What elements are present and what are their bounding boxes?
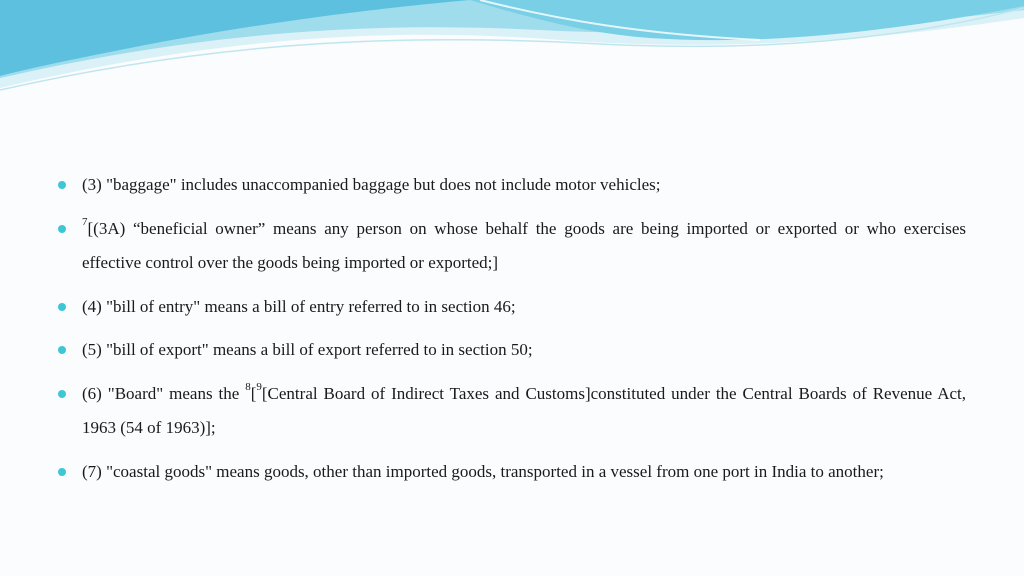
item-text: (3) "baggage" includes unaccompanied baggage but does not include motor vehicles;: [82, 175, 661, 194]
bullet-icon: [58, 346, 66, 354]
item-text: (5) "bill of export" means a bill of export referred to in section 50;: [82, 340, 533, 359]
bullet-icon: [58, 468, 66, 476]
bullet-icon: [58, 225, 66, 233]
bullet-icon: [58, 181, 66, 189]
definitions-list: [58, 168, 966, 489]
footnote-marker: 9: [256, 380, 262, 393]
footnote-marker: 8: [245, 380, 251, 393]
item-text-bracket: [: [250, 383, 257, 403]
list-item: [58, 168, 966, 203]
bullet-icon: [58, 303, 66, 311]
footnote-marker: 7: [82, 215, 88, 228]
bullet-icon: [58, 390, 66, 398]
item-text-prefix: (6) "Board" means the: [82, 383, 246, 403]
content-area: [58, 168, 966, 498]
list-item: [58, 455, 966, 490]
list-item: [58, 377, 966, 446]
list-item: [58, 333, 966, 368]
item-text: (7) "coastal goods" means goods, other than imported goods, transported in a vessel from one port in India to another;: [82, 461, 884, 481]
item-text: (4) "bill of entry" means a bill of entry referred to in section 46;: [82, 296, 516, 316]
item-text: [(3A) “beneficial owner” means any person on whose behalf the goods are being imported or exported or who exercises effective control over the goods being imported or exported;]: [82, 218, 966, 272]
list-item: [58, 290, 966, 325]
item-text: [Central Board of Indirect Taxes and Customs]constituted under the Central Boards of Revenue Act, 1963 (54 of 1963)];: [82, 383, 966, 437]
list-item: [58, 212, 966, 281]
header-wave-decoration: [0, 0, 1024, 100]
